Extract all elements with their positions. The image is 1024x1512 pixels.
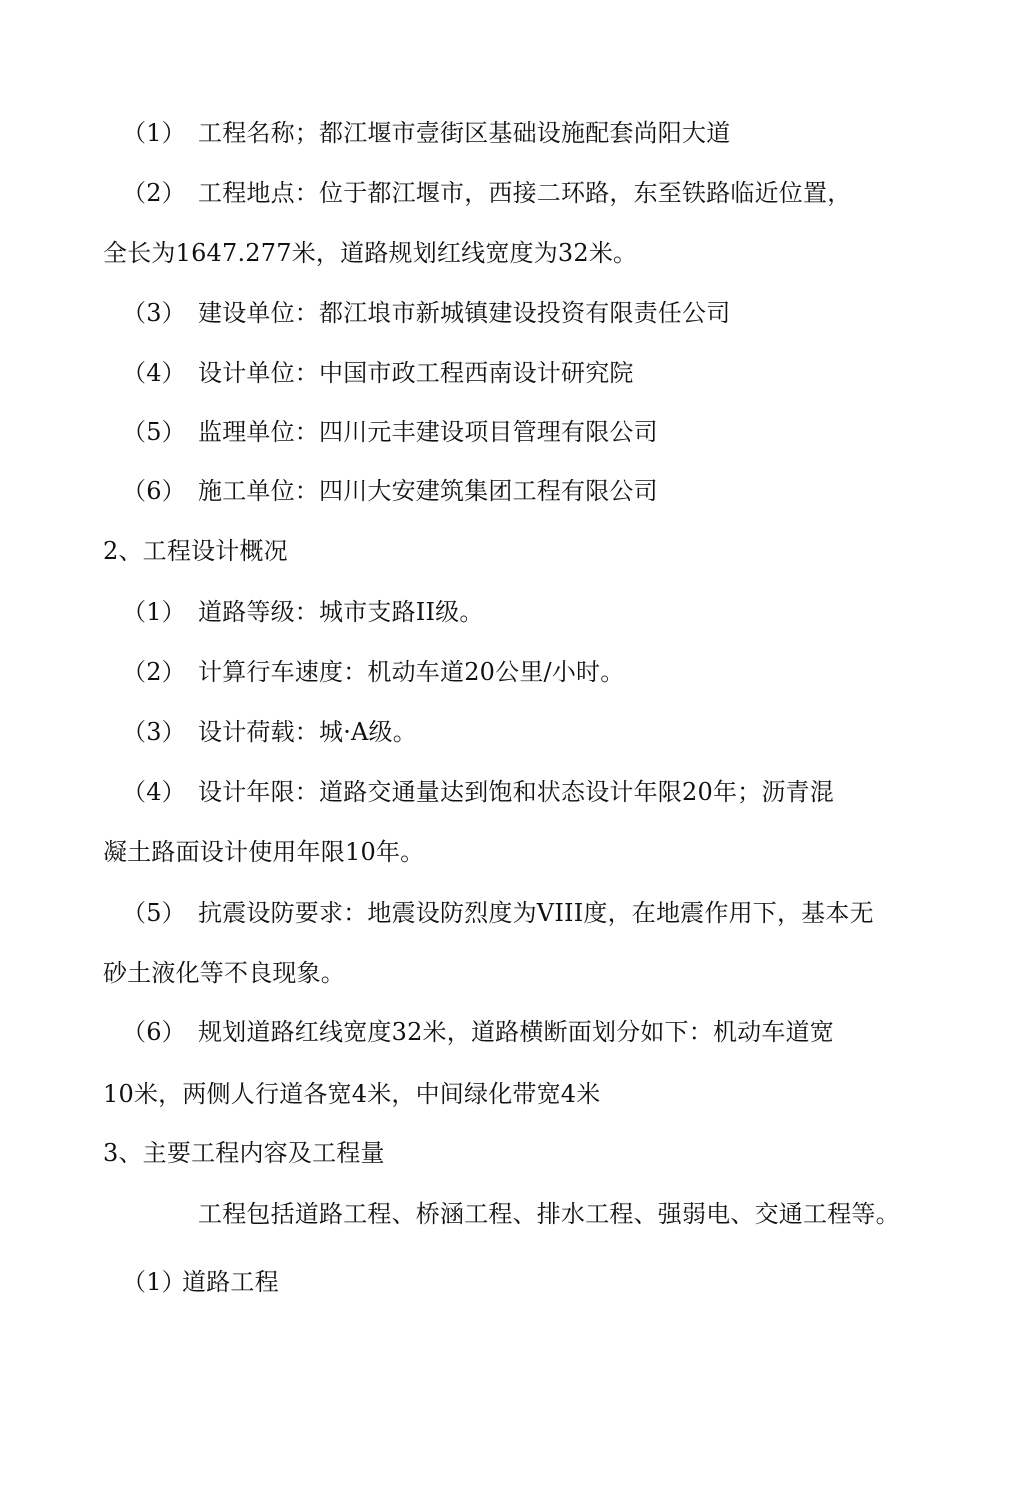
item-text: 全长为1647.277米，道路规划红线宽度为32米。 — [103, 239, 638, 267]
item-text: 监理单位：四川元丰建设项目管理有限公司 — [198, 418, 658, 446]
item-text: 道路等级：城市支路II级。 — [198, 598, 484, 626]
body-text: 工程包括道路工程、桥涵工程、排水工程、强弱电、交通工程等。 — [198, 1200, 900, 1228]
item-number: （1） — [122, 598, 186, 626]
item-number: （4） — [122, 778, 186, 806]
item-text: 凝土路面设计使用年限10年。 — [103, 838, 425, 866]
item-number: （6） — [122, 1018, 186, 1046]
item-number: （1） — [122, 1268, 186, 1296]
item-text: 抗震设防要求：地震设防烈度为VIII度，在地震作用下，基本无 — [198, 899, 874, 927]
item-number: （5） — [122, 899, 186, 927]
section-heading-text: 2、工程设计概况 — [103, 537, 288, 565]
item-number: （4） — [122, 359, 186, 387]
item-number: （1） — [122, 119, 186, 147]
item-text: 计算行车速度：机动车道20公里/小时。 — [198, 658, 625, 686]
item-text: 工程名称；都江堰市壹街区基础设施配套尚阳大道 — [198, 119, 731, 147]
item-number: （6） — [122, 477, 186, 505]
item-text: 设计荷载：城·A级。 — [198, 718, 417, 746]
item-text: 设计单位：中国市政工程西南设计研究院 — [198, 359, 634, 387]
item-number: （5） — [122, 418, 186, 446]
item-text: 设计年限：道路交通量达到饱和状态设计年限20年；沥青混 — [198, 778, 834, 806]
item-text: 规划道路红线宽度32米，道路横断面划分如下：机动车道宽 — [198, 1018, 834, 1046]
item-number: （3） — [122, 299, 186, 327]
item-text: 砂土液化等不良现象。 — [103, 959, 345, 987]
item-text: 施工单位：四川大安建筑集团工程有限公司 — [198, 477, 658, 505]
item-text: 建设单位：都江埌市新城镇建设投资有限责任公司 — [198, 299, 731, 327]
item-text: 工程地点：位于都江堰市，西接二环路，东至铁路临近位置， — [198, 179, 852, 207]
item-number: （2） — [122, 179, 186, 207]
item-text: 道路工程 — [182, 1268, 279, 1296]
item-number: （2） — [122, 658, 186, 686]
section-heading-text: 3、主要工程内容及工程量 — [103, 1139, 385, 1167]
item-number: （3） — [122, 718, 186, 746]
item-text: 10米，两侧人行道各宽4米，中间绿化带宽4米 — [103, 1080, 601, 1108]
